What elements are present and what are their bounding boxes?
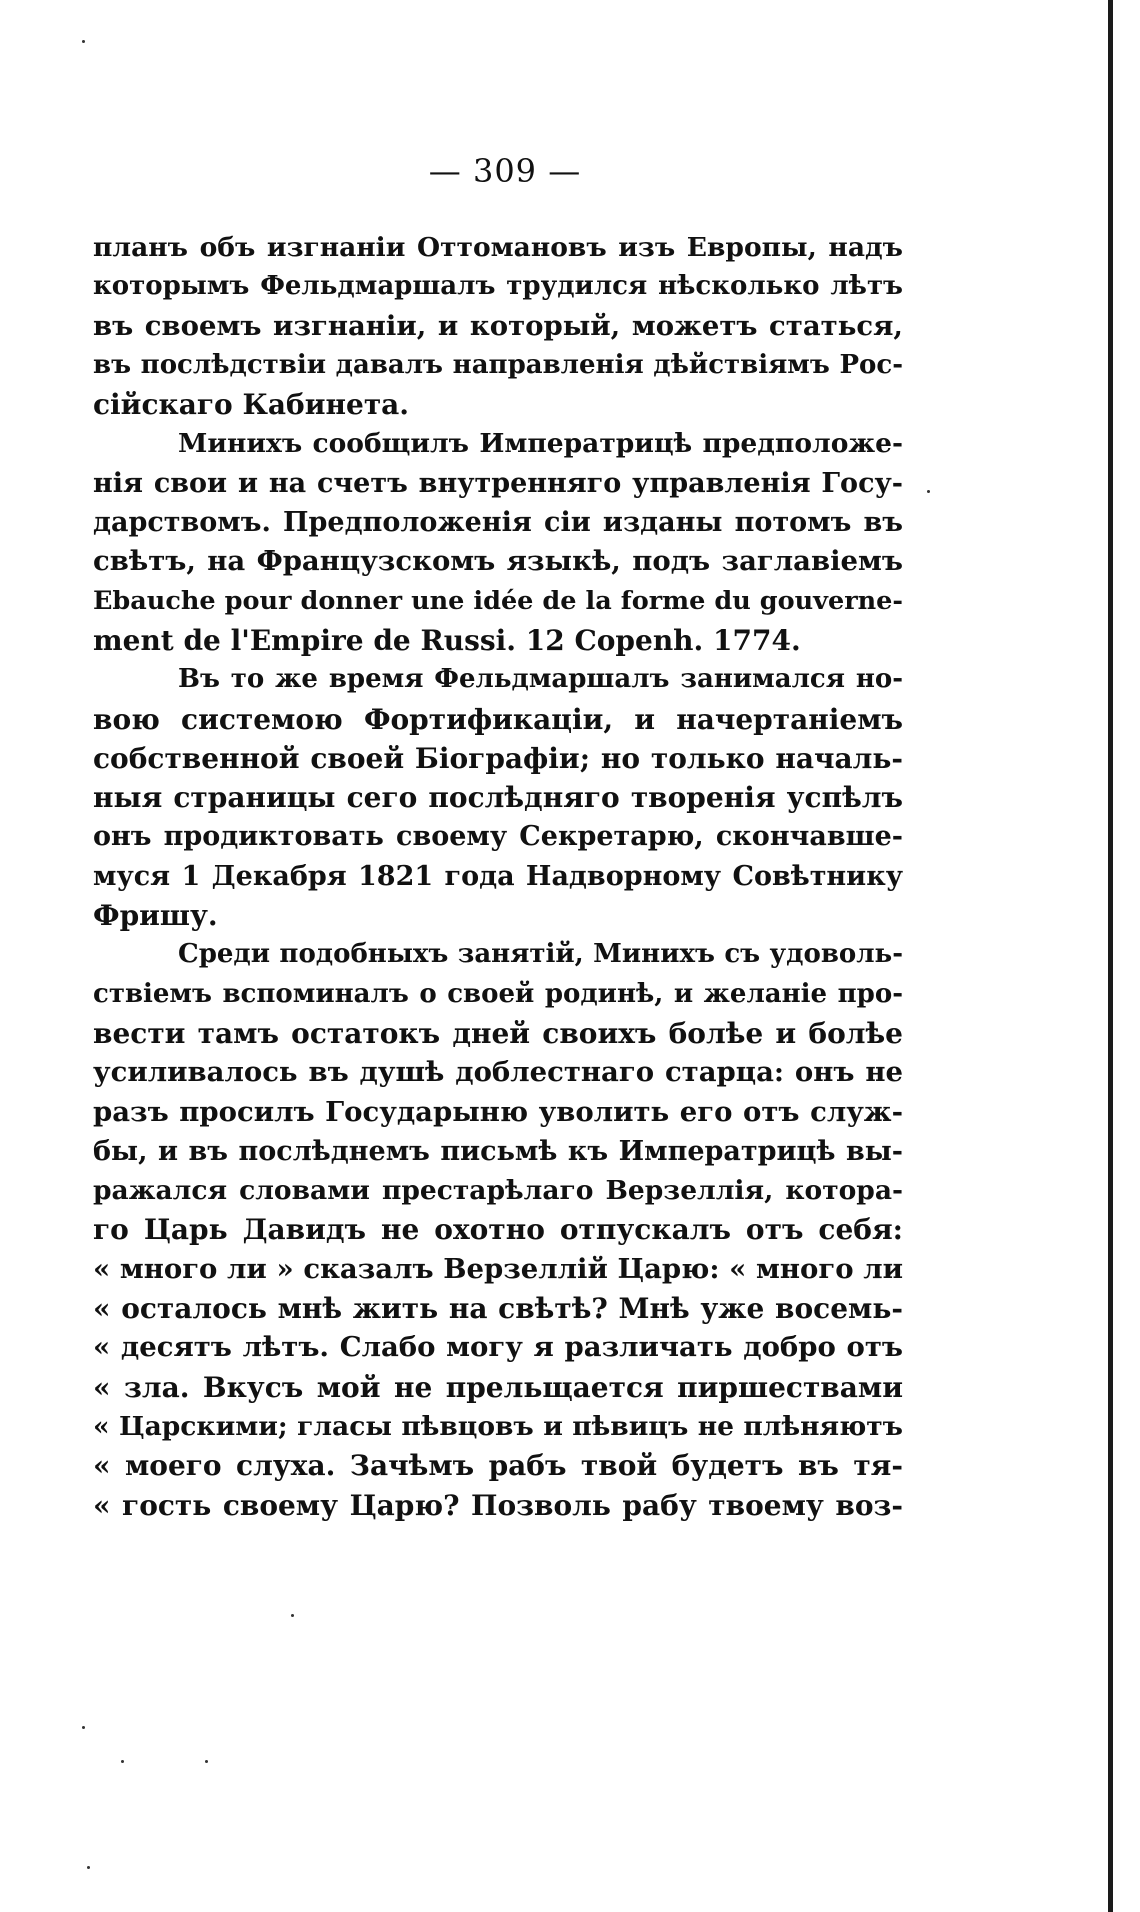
text-line: « зла. Вкусъ мой не прельщается пиршествами — [93, 1370, 903, 1404]
text-line: Минихъ сообщилъ Императрицѣ предположе- — [178, 428, 903, 460]
text-line: Среди подобныхъ занятій, Минихъ съ удоволь- — [178, 939, 903, 970]
text-line: го Царь Давидъ не охотно отпускалъ отъ себя: — [93, 1213, 903, 1247]
text-line: въ своемъ изгнаніи, и который, можетъ статься, — [93, 309, 903, 342]
paragraph-3 — [93, 660, 903, 935]
text-line: ныя страницы сего послѣдняго творенія успѣлъ — [93, 781, 903, 815]
page-body — [93, 228, 903, 1525]
text-line: « много ли » сказалъ Верзеллій Царю: « много ли — [93, 1252, 903, 1285]
scan-speck — [291, 1614, 294, 1617]
text-line: « гость своему Царю? Позволь рабу твоему воз- — [93, 1488, 903, 1522]
scan-speck — [82, 1726, 85, 1729]
text-line: ствіемъ вспоминалъ о своей родинѣ, и желаніе про- — [93, 978, 903, 1009]
text-line: онъ продиктовать своему Секретарю, скончавше- — [93, 821, 903, 853]
text-line: Фришу. — [93, 899, 218, 933]
text-line: « десятъ лѣтъ. Слабо могу я различать добро отъ — [93, 1331, 903, 1364]
text-line: муся 1 Декабря 1821 года Надворному Совѣтнику — [93, 860, 903, 892]
paragraph-1 — [93, 228, 903, 424]
text-line: ment de l'Empire de Russi. 12 Copenh. 1774. — [93, 623, 801, 657]
text-line: вести тамъ остатокъ дней своихъ болѣе и болѣе — [93, 1016, 903, 1050]
text-line: планъ объ изгнаніи Оттомановъ изъ Европы, надъ — [93, 232, 903, 263]
page-number: — 309 — — [428, 152, 582, 190]
scan-speck — [82, 40, 85, 43]
text-line: разъ просилъ Государыню уволить его отъ служ- — [93, 1095, 903, 1128]
text-line: Въ то же время Фельдмаршалъ занимался но- — [178, 664, 903, 695]
paragraph-2 — [93, 424, 903, 660]
text-line: усиливалось въ душѣ доблестнаго старца: онъ не — [93, 1056, 903, 1089]
scan-edge-line — [1108, 0, 1113, 1912]
text-line: свѣтъ, на Французскомъ языкѣ, подъ заглавіемъ — [93, 545, 903, 578]
scan-speck — [927, 490, 930, 493]
text-line: бы, и въ послѣднемъ письмѣ къ Императрицѣ вы- — [93, 1135, 903, 1167]
scan-speck — [87, 1866, 90, 1869]
text-line: собственной своей Біографіи; но только началь- — [93, 741, 903, 775]
text-line: дарствомъ. Предположенія сіи изданы потомъ въ — [93, 507, 903, 539]
text-line: нія свои и на счетъ внутренняго управленія Госу- — [93, 467, 903, 499]
text-line: вою системою Фортификаціи, и начертаніемъ — [93, 702, 903, 736]
text-line: сійскаго Кабинета. — [93, 388, 410, 422]
text-line: « моего слуха. Зачѣмъ рабъ твой будетъ въ тя- — [93, 1449, 903, 1483]
text-line: которымъ Фельдмаршалъ трудился нѣсколько лѣтъ — [93, 271, 903, 302]
text-line: въ послѣдствіи давалъ направленія дѣйствіямъ Рос- — [93, 349, 903, 380]
text-line: « осталось мнѣ жить на свѣтѣ? Мнѣ уже восемь- — [93, 1292, 903, 1326]
scan-speck — [121, 1760, 124, 1763]
paragraph-4 — [93, 935, 903, 1524]
text-line: ражался словами престарѣлаго Верзеллія, котора- — [93, 1175, 903, 1207]
text-line: Ebauche pour donner une idée de la forme du gouverne- — [93, 585, 903, 616]
text-line: « Царскими; гласы пѣвцовъ и пѣвицъ не плѣняютъ — [93, 1410, 903, 1442]
scan-speck — [205, 1760, 208, 1763]
